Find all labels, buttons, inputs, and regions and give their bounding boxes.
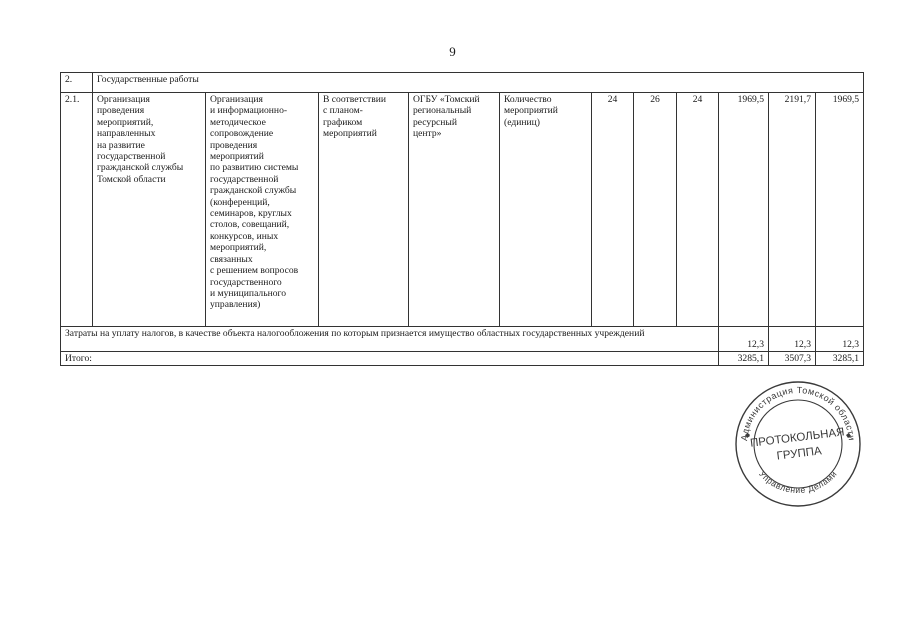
section-title: Государственные работы: [93, 73, 864, 93]
activity-cell: Организация проведения мероприятий, направленных на развитие государственной гражданской службы Томской области: [93, 93, 206, 327]
amount-cell: 1969,5: [816, 93, 864, 327]
taxes-row: [61, 327, 864, 352]
table-row: [61, 93, 864, 327]
protocol-group-stamp: [733, 379, 863, 509]
section-row: [61, 73, 864, 93]
indicator-cell: Количество мероприятий (единиц): [500, 93, 592, 327]
page-number: 9: [449, 44, 456, 59]
total-amount-cell: 3507,3: [769, 352, 816, 366]
amount-cell: 2191,7: [769, 93, 816, 327]
total-row: [61, 352, 864, 366]
amount-cell: 12,3: [816, 327, 864, 352]
section-number: 2.: [61, 73, 93, 93]
quantity-cell: 24: [592, 93, 634, 327]
quantity-cell: 26: [634, 93, 677, 327]
amount-cell: 12,3: [769, 327, 816, 352]
basis-cell: В соответствии с планом- графиком мероприятий: [319, 93, 409, 327]
amount-cell: 12,3: [719, 327, 769, 352]
total-amount-cell: 3285,1: [816, 352, 864, 366]
budget-table: [60, 72, 864, 366]
total-amount-cell: 3285,1: [719, 352, 769, 366]
taxes-label: Затраты на уплату налогов, в качестве объекта налогообложения по которым признается имущество областных государственных учреждений: [61, 327, 719, 352]
executor-cell: ОГБУ «Томский региональный ресурсный центр»: [409, 93, 500, 327]
stamp-center-line1: ПРОТОКОЛЬНАЯ: [749, 426, 846, 450]
total-label: Итого:: [61, 352, 719, 366]
stamp-ring-text: Администрация Томской области: [739, 384, 857, 442]
amount-cell: 1969,5: [719, 93, 769, 327]
work-description-cell: Организация и информационно- методическое сопровождение проведения мероприятий по развитию системы государственной гражданской службы (конференций, семинаров, круглых столов, совещаний, конкурсов, иных мероприятий, связанных с решением вопросов государственного и муниципального управления): [206, 93, 319, 327]
quantity-cell: 24: [677, 93, 719, 327]
row-number: 2.1.: [61, 93, 93, 327]
stamp-bottom-text: Управление Делами: [757, 468, 839, 496]
stamp-center-line2: ГРУППА: [776, 445, 823, 463]
